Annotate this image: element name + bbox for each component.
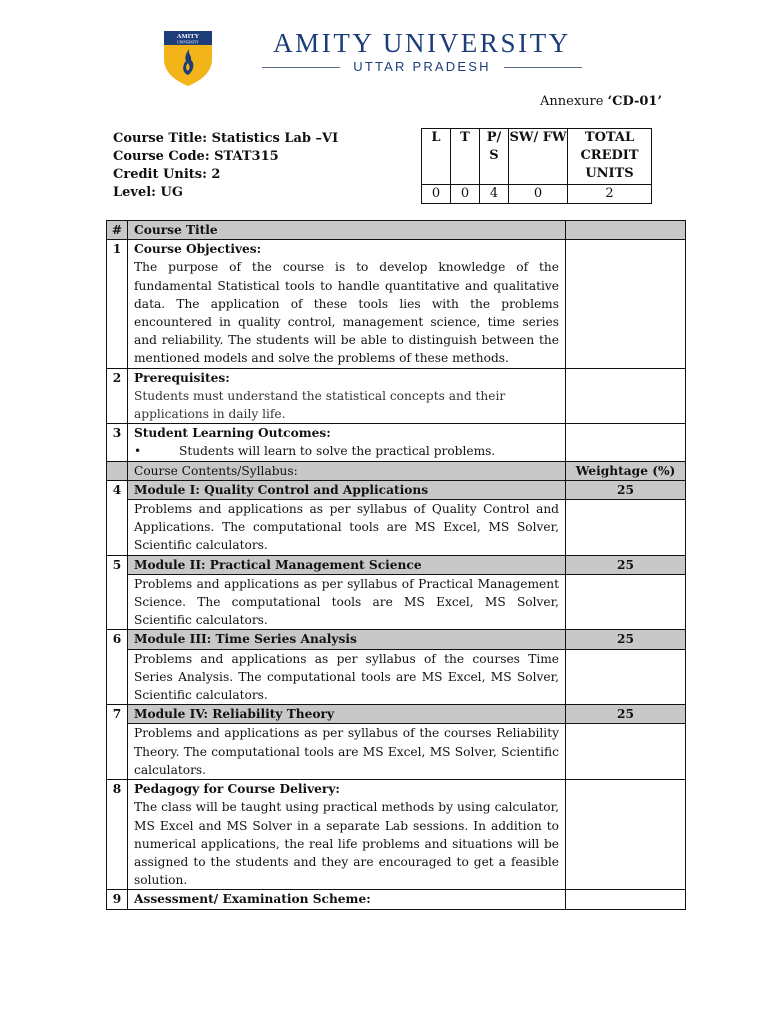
credit-units: Credit Units: 2 [113, 167, 221, 182]
header-right [566, 221, 686, 240]
module-text: Problems and applications as per syllabus of Practical Management Science. The computational tools are MS Excel, MS Solver, Scientific calculators. [128, 574, 566, 630]
module-title-row [107, 705, 686, 724]
module-weight: 25 [566, 555, 686, 574]
row-num: 5 [107, 555, 128, 630]
credit-value-t: 0 [451, 185, 480, 204]
row-num: 8 [107, 780, 128, 890]
credit-header-ps: P/ S [480, 129, 509, 185]
module-text-row [107, 724, 686, 780]
weightage-label: Weightage (%) [566, 461, 686, 480]
empty-cell [566, 649, 686, 705]
outcomes-title: Student Learning Outcomes: [134, 426, 331, 441]
empty-cell [566, 368, 686, 424]
credit-table [421, 128, 652, 204]
row-num: 9 [107, 890, 128, 909]
module-title: Module IV: Reliability Theory [128, 705, 566, 724]
pedagogy-text: The class will be taught using practical methods by using calculator, MS Excel and MS Solver in a separate Lab sessions. In addition to numerical applications, the real life problems and situations will be assigned to the students and they are encouraged to get a feasible solution. [134, 800, 559, 888]
empty-cell [566, 890, 686, 909]
module-text: Problems and applications as per syllabus of the courses Reliability Theory. The computational tools are MS Excel, MS Solver, Scientific calculators. [128, 724, 566, 780]
module-text: Problems and applications as per syllabus of Quality Control and Applications. The computational tools are MS Excel, MS Solver, Scientific calculators. [128, 500, 566, 556]
row-num: 7 [107, 705, 128, 780]
module-title: Module I: Quality Control and Applications [128, 480, 566, 499]
svg-text:UNIVERSITY: UNIVERSITY [177, 40, 199, 45]
annexure-prefix: Annexure [540, 94, 604, 109]
module-text-row [107, 500, 686, 556]
module-weight: 25 [566, 705, 686, 724]
table-row [107, 780, 686, 890]
amity-shield-logo [162, 29, 214, 87]
objectives-cell [128, 240, 566, 368]
university-name: AMITY UNIVERSITY [273, 28, 571, 58]
header-num: # [107, 221, 128, 240]
credit-value-total: 2 [568, 185, 652, 204]
module-title: Module II: Practical Management Science [128, 555, 566, 574]
empty-cell [566, 574, 686, 630]
credit-header-t: T [451, 129, 480, 185]
module-weight: 25 [566, 630, 686, 649]
table-row [107, 890, 686, 909]
module-text: Problems and applications as per syllabus of the courses Time Series Analysis. The computational tools are MS Excel, MS Solver, Scientific calculators. [128, 649, 566, 705]
empty-cell [566, 500, 686, 556]
module-text-row [107, 574, 686, 630]
module-title-row [107, 480, 686, 499]
module-text-row [107, 649, 686, 705]
row-num: 2 [107, 368, 128, 424]
objectives-text: The purpose of the course is to develop knowledge of the fundamental Statistical tools to handle quantitative and qualitative data. The application of these tools lies with the problems encountered in quality control, management science, time series and reliability. The students will be able to distinguish between the mentioned models and solve the problems of these methods. [134, 260, 559, 366]
row-num: 1 [107, 240, 128, 368]
module-title-row [107, 555, 686, 574]
empty-cell [107, 461, 128, 480]
annexure-label [540, 94, 662, 109]
outcomes-cell [128, 424, 566, 461]
module-weight: 25 [566, 480, 686, 499]
svg-text:AMITY: AMITY [176, 33, 200, 40]
empty-cell [566, 240, 686, 368]
row-num: 3 [107, 424, 128, 461]
credit-value-l: 0 [422, 185, 451, 204]
course-title: Course Title: Statistics Lab –VI [113, 131, 339, 146]
credit-header-l: L [422, 129, 451, 185]
prerequisites-cell [128, 368, 566, 424]
credit-header-swfw: SW/ FW [509, 129, 568, 185]
campus-label: UTTAR PRADESH [353, 59, 491, 74]
syllabus-table [106, 220, 686, 910]
table-row [107, 240, 686, 368]
assessment-title: Assessment/ Examination Scheme: [128, 890, 566, 909]
course-level: Level: UG [113, 185, 183, 200]
bullet-icon: • [134, 444, 142, 459]
university-campus [262, 59, 582, 77]
empty-cell [566, 724, 686, 780]
outcomes-bullet-item [134, 442, 559, 460]
pedagogy-title: Pedagogy for Course Delivery: [134, 782, 340, 797]
annexure-code: ‘CD-01’ [607, 94, 662, 109]
pedagogy-cell [128, 780, 566, 890]
objectives-title: Course Objectives: [134, 242, 262, 257]
credit-header-total: TOTAL CREDIT UNITS [568, 129, 652, 185]
prerequisites-title: Prerequisites: [134, 370, 230, 385]
empty-cell [566, 780, 686, 890]
table-row [107, 368, 686, 424]
course-info [113, 130, 338, 202]
prerequisites-text: Students must understand the statistical concepts and their applications in daily life. [134, 388, 506, 422]
module-title: Module III: Time Series Analysis [128, 630, 566, 649]
module-title-row [107, 630, 686, 649]
credit-value-swfw: 0 [509, 185, 568, 204]
table-row [107, 424, 686, 461]
contents-title: Course Contents/Syllabus: [128, 461, 566, 480]
header-title: Course Title [128, 221, 566, 240]
table-header-row [107, 221, 686, 240]
row-num: 6 [107, 630, 128, 705]
contents-header-row [107, 461, 686, 480]
credit-value-ps: 4 [480, 185, 509, 204]
divider [504, 67, 582, 68]
outcomes-text: Students will learn to solve the practical problems. [179, 444, 496, 459]
course-code: Course Code: STAT315 [113, 149, 279, 164]
empty-cell [566, 424, 686, 461]
row-num: 4 [107, 480, 128, 555]
